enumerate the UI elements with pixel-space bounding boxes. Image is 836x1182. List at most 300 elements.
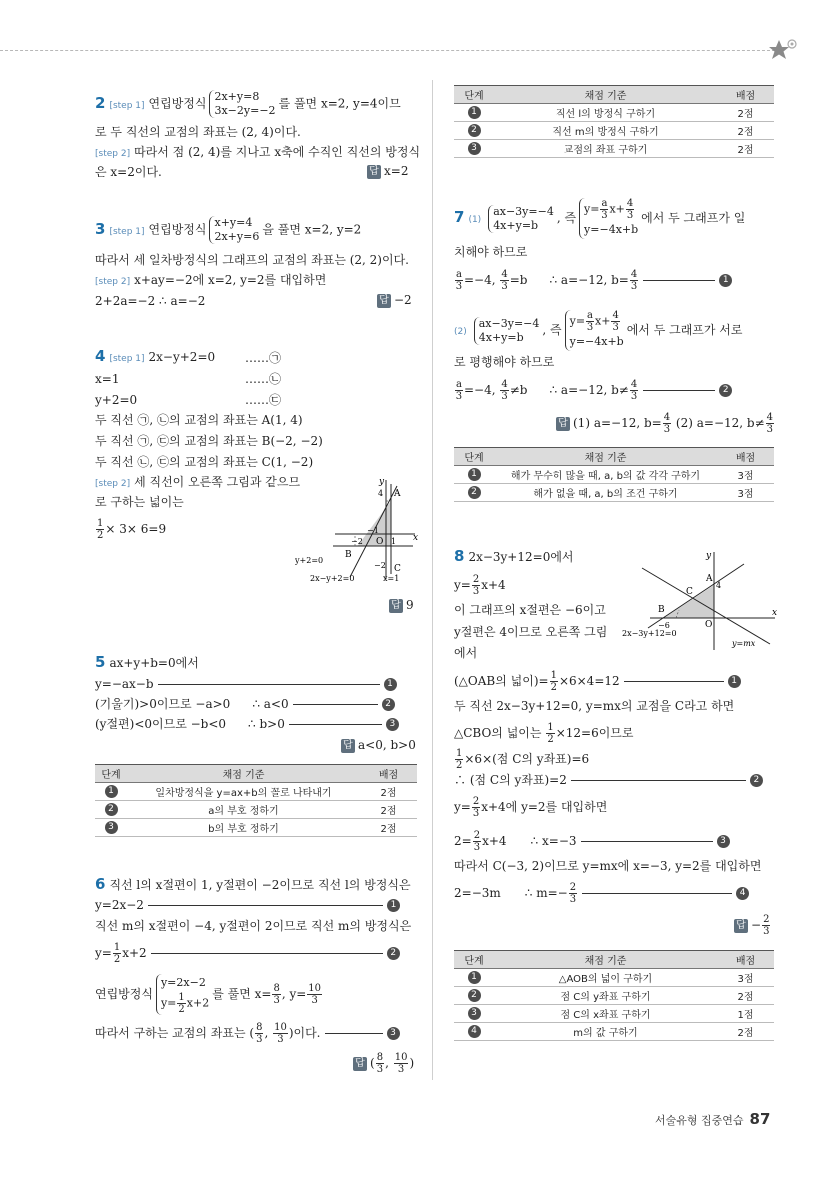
denominator: 2 bbox=[97, 530, 104, 541]
leader-line bbox=[624, 681, 724, 682]
answer-badge: 답 bbox=[389, 599, 403, 613]
eq: x+ bbox=[595, 314, 611, 328]
criterion: 교점의 좌표 구하기 bbox=[494, 140, 717, 158]
numerator: 8 bbox=[256, 1022, 263, 1033]
criterion: 일차방정식을 y=ax+b의 꼴로 나타내기 bbox=[127, 783, 360, 801]
problem-number: 2 bbox=[95, 93, 106, 112]
tick-minus-6: −6 bbox=[658, 621, 670, 630]
eq: y=−4x+b bbox=[584, 223, 639, 236]
leader-line bbox=[148, 905, 383, 906]
problem-2-line3 bbox=[95, 144, 420, 162]
problem-5-line2 bbox=[95, 676, 397, 692]
numerator: 1 bbox=[97, 518, 104, 529]
text: 를 풀면 x= bbox=[212, 987, 272, 1001]
step-marker: 1 bbox=[468, 106, 481, 119]
eq: x+ bbox=[609, 202, 625, 216]
table-row bbox=[454, 140, 774, 158]
points: 2점 bbox=[360, 783, 417, 801]
col-header: 단계 bbox=[95, 765, 127, 783]
point-b-label: B bbox=[345, 550, 352, 560]
denominator: 3 bbox=[311, 995, 318, 1006]
col-header: 배점 bbox=[717, 951, 774, 969]
fraction bbox=[307, 983, 322, 1006]
problem-number: 5 bbox=[95, 653, 106, 671]
page-number: 87 bbox=[749, 1110, 771, 1128]
text: (기울기)>0이므로 −a>0 bbox=[95, 697, 231, 711]
text: (△OAB의 넓이)= bbox=[454, 674, 549, 688]
problem-4-line6: 두 직선 ㉡, ㉢의 교점의 좌표는 C(1, −2) bbox=[95, 455, 314, 469]
numerator: 4 bbox=[626, 198, 634, 209]
problem-number: 4 bbox=[95, 347, 106, 365]
fraction bbox=[611, 310, 619, 333]
problem-8-line9 bbox=[454, 748, 589, 771]
points: 2점 bbox=[717, 104, 774, 122]
equation-system bbox=[209, 90, 275, 118]
numerator: 1 bbox=[113, 942, 121, 953]
table-row bbox=[454, 104, 774, 122]
problem-6-line6: 따라서 구하는 교점의 좌표는 ( $\frac{8}{3}$ , $\frac{10}{3}$ )이다. 3 bbox=[95, 1022, 400, 1045]
numerator: 1 bbox=[550, 670, 557, 681]
text: y= bbox=[95, 946, 112, 960]
numerator: 1 bbox=[456, 748, 463, 759]
step-label: [step 1] bbox=[109, 100, 145, 111]
points: 3점 bbox=[717, 466, 774, 484]
denominator: 3 bbox=[501, 391, 508, 402]
text: y=−ax−b bbox=[95, 677, 154, 691]
text: × 3× 6=9 bbox=[105, 522, 167, 536]
answer-badge: 답 bbox=[556, 417, 570, 431]
y-axis-label: y bbox=[379, 477, 385, 487]
fraction bbox=[455, 379, 463, 402]
tick-minus-2: −2 bbox=[351, 537, 363, 546]
numerator: 1 bbox=[178, 992, 185, 1003]
step-marker: 4 bbox=[468, 1025, 481, 1038]
denominator: 3 bbox=[612, 322, 619, 333]
marker-2: 2 bbox=[750, 774, 763, 787]
numerator: 4 bbox=[766, 412, 774, 423]
text: ∴ a<0 bbox=[252, 697, 289, 711]
text: =−4, bbox=[463, 273, 496, 287]
problem-number: 7 bbox=[454, 208, 465, 226]
equation-marker: ……㉢ bbox=[245, 393, 282, 407]
table-row bbox=[454, 1023, 774, 1041]
text: 직선 l의 x절편이 1, y절편이 −2이므로 직선 l의 방정식은 bbox=[109, 878, 411, 892]
problem-4-line7 bbox=[95, 474, 300, 492]
step-label: [step 1] bbox=[109, 354, 145, 364]
answer-value: a<0, b>0 bbox=[358, 738, 416, 752]
eq: 4x+y=b bbox=[478, 330, 524, 344]
numerator: 1 bbox=[547, 722, 554, 733]
text: x+2 bbox=[122, 946, 147, 960]
text: 연립방정식 bbox=[95, 987, 153, 1001]
problem-3-line2: 따라서 세 일차방정식의 그래프의 교점의 좌표는 (2, 2)이다. bbox=[95, 253, 409, 267]
points: 2점 bbox=[717, 987, 774, 1005]
table-row bbox=[95, 801, 417, 819]
tick-1: 1 bbox=[391, 537, 397, 546]
line-label: y=mx bbox=[732, 639, 756, 648]
part-label: (1) bbox=[468, 215, 482, 225]
denominator: 3 bbox=[455, 281, 463, 292]
denominator: 3 bbox=[630, 281, 638, 292]
numerator: 2 bbox=[569, 882, 577, 893]
point-c-label: C bbox=[686, 587, 693, 597]
col-header: 배점 bbox=[360, 765, 417, 783]
problem-6-line4 bbox=[95, 942, 400, 965]
denominator: 3 bbox=[586, 322, 594, 333]
denominator: 3 bbox=[273, 995, 280, 1006]
top-dashed-rule bbox=[0, 50, 775, 51]
eq: 3x−2y=−2 bbox=[214, 104, 276, 117]
problem-2-line2: 로 두 직선의 교점의 좌표는 (2, 4)이다. bbox=[95, 125, 301, 139]
problem-6-line2 bbox=[95, 897, 400, 913]
text: ∴ b>0 bbox=[248, 717, 285, 731]
table-row bbox=[95, 783, 417, 801]
leader-line bbox=[582, 893, 732, 894]
problem-3-line4: 2+2a=−2 ∴ a=−2 bbox=[95, 294, 206, 308]
fraction bbox=[255, 1022, 263, 1045]
marker-3: 3 bbox=[386, 718, 399, 731]
problem-3-line3 bbox=[95, 272, 326, 290]
numerator: 10 bbox=[274, 1022, 287, 1033]
answer bbox=[341, 738, 416, 753]
step-marker: 1 bbox=[468, 468, 481, 481]
text: x+4 bbox=[482, 834, 507, 848]
step-marker: 2 bbox=[105, 803, 118, 816]
leader-line bbox=[151, 953, 383, 954]
table-row bbox=[95, 819, 417, 837]
leader-line bbox=[581, 841, 713, 842]
star-icon bbox=[766, 36, 800, 64]
points: 2점 bbox=[360, 819, 417, 837]
step-marker: 2 bbox=[468, 989, 481, 1002]
fraction bbox=[272, 983, 280, 1006]
col-header: 단계 bbox=[454, 86, 494, 104]
equation: 2x−y+2=0 bbox=[148, 350, 216, 364]
points: 3점 bbox=[717, 969, 774, 987]
text: =−4, bbox=[463, 383, 496, 397]
fraction bbox=[394, 1052, 409, 1075]
eq: y= bbox=[569, 314, 586, 328]
text: , 즉 bbox=[556, 211, 577, 225]
numerator: 2 bbox=[763, 914, 770, 925]
problem-7-line3 bbox=[454, 269, 732, 292]
numerator: 2 bbox=[472, 796, 480, 807]
text: 에서 두 그래프가 일 bbox=[641, 211, 746, 225]
problem-4-line5: 두 직선 ㉠, ㉢의 교점의 좌표는 B(−2, −2) bbox=[95, 434, 323, 448]
leader-line bbox=[571, 780, 746, 781]
answer bbox=[367, 164, 408, 179]
fraction bbox=[273, 1022, 288, 1045]
grading-table-7 bbox=[454, 447, 774, 502]
text: (y절편)<0이므로 −b<0 bbox=[95, 717, 227, 731]
fraction bbox=[472, 574, 480, 597]
leader-line bbox=[158, 684, 380, 685]
text: ∴ a=−12, b≠ bbox=[549, 383, 629, 397]
criterion: 점 C의 y좌표 구하기 bbox=[494, 987, 717, 1005]
fraction bbox=[569, 882, 577, 905]
text: 를 풀면 x=2, y=4이므 bbox=[278, 96, 401, 111]
fraction bbox=[630, 379, 638, 402]
criterion: △AOB의 넓이 구하기 bbox=[494, 969, 717, 987]
answer bbox=[377, 293, 412, 308]
text: y= bbox=[454, 800, 471, 814]
numerator: 4 bbox=[630, 269, 638, 280]
problem-5-line4 bbox=[95, 716, 399, 732]
answer-badge: 답 bbox=[377, 294, 391, 308]
problem-5-line3 bbox=[95, 696, 395, 712]
col-header: 단계 bbox=[454, 448, 494, 466]
equation-system bbox=[209, 216, 259, 244]
grading-table-5 bbox=[95, 764, 417, 837]
marker-1: 1 bbox=[387, 899, 400, 912]
criterion: 해가 무수히 많을 때, a, b의 값 각각 구하기 bbox=[494, 466, 717, 484]
table-row bbox=[454, 1005, 774, 1023]
problem-2-line1 bbox=[95, 90, 401, 118]
points: 2점 bbox=[717, 1023, 774, 1041]
text: 을 풀면 x=2, y=2 bbox=[262, 222, 362, 237]
eq: y=−4x+b bbox=[569, 335, 624, 348]
leader-line bbox=[325, 1033, 383, 1034]
point-a-label: A bbox=[706, 574, 713, 584]
answer-badge: 답 bbox=[734, 919, 748, 933]
problem-5-line1 bbox=[95, 654, 199, 671]
text: ∴ m=− bbox=[524, 886, 568, 900]
denominator: 3 bbox=[766, 424, 774, 435]
line-label: 2x−3y+12=0 bbox=[622, 629, 677, 638]
tick-4: 4 bbox=[378, 489, 384, 498]
text: △CBO의 넓이는 bbox=[454, 726, 542, 740]
marker-4: 4 bbox=[736, 887, 749, 900]
problem-4-line3: y+2=0 bbox=[95, 393, 138, 407]
fraction bbox=[500, 269, 508, 292]
problem-2-line4: 은 x=2이다. bbox=[95, 165, 162, 179]
text: 연립방정식 bbox=[148, 222, 207, 237]
step-label: [step 1] bbox=[109, 226, 145, 237]
problem-7-line7 bbox=[454, 379, 732, 402]
page-footer bbox=[655, 1110, 770, 1128]
problem-8-line13: 따라서 C(−3, 2)이므로 y=mx에 x=−3, y=2를 대입하면 bbox=[454, 859, 762, 873]
fraction bbox=[766, 412, 774, 435]
step-marker: 3 bbox=[468, 142, 481, 155]
table-row bbox=[454, 969, 774, 987]
fraction bbox=[472, 796, 480, 819]
text: 연립방정식 bbox=[148, 96, 207, 111]
text: 세 직선이 오른쪽 그림과 같으므 bbox=[134, 475, 301, 489]
table-row bbox=[454, 484, 774, 502]
answer: 답 ( $\frac{8}{3}$ , $\frac{10}{3}$ ) bbox=[353, 1052, 414, 1075]
problem-4-line9 bbox=[95, 518, 166, 541]
problem-8-line8 bbox=[454, 722, 633, 745]
problem-6-line5 bbox=[95, 974, 323, 1015]
numerator: 4 bbox=[663, 412, 671, 423]
table-row bbox=[454, 122, 774, 140]
col-header: 배점 bbox=[717, 448, 774, 466]
answer-badge: 답 bbox=[341, 739, 355, 753]
grading-table-6 bbox=[454, 85, 774, 158]
equation-system bbox=[156, 974, 209, 1015]
eq: x+2 bbox=[186, 996, 210, 1010]
tick-4: 4 bbox=[716, 581, 722, 590]
denominator: 3 bbox=[763, 926, 770, 937]
text: ×6×(점 C의 y좌표)=6 bbox=[464, 752, 590, 766]
step-label: [step 2] bbox=[95, 149, 131, 159]
col-header: 채점 기준 bbox=[494, 448, 717, 466]
text: x+4에 y=2를 대입하면 bbox=[481, 800, 608, 814]
numerator: 10 bbox=[308, 983, 322, 994]
problem-7-line2: 치해야 하므로 bbox=[454, 245, 528, 259]
x-axis-label: x bbox=[772, 608, 778, 618]
leader-line bbox=[289, 724, 382, 725]
text: ∴ a=−12, b= bbox=[549, 273, 629, 287]
numerator: a bbox=[587, 310, 594, 321]
problem-7-line6: 로 평행해야 하므로 bbox=[454, 355, 555, 369]
problem-4-line2: x=1 bbox=[95, 372, 120, 386]
problem-4-line4: 두 직선 ㉠, ㉡의 교점의 좌표는 A(1, 4) bbox=[95, 413, 303, 427]
fraction bbox=[586, 310, 594, 333]
fraction bbox=[630, 269, 638, 292]
problem-8-line12 bbox=[454, 830, 730, 853]
text: y=2x−2 bbox=[95, 898, 144, 912]
numerator: a bbox=[456, 379, 462, 390]
fraction bbox=[376, 1052, 384, 1075]
problem-number: 3 bbox=[95, 219, 106, 238]
tick-minus-2-y: −2 bbox=[374, 561, 386, 570]
denominator: 2 bbox=[113, 954, 121, 965]
problem-8-line10 bbox=[454, 772, 763, 788]
problem-4-line8: 로 구하는 넓이는 bbox=[95, 495, 184, 509]
numerator: a bbox=[456, 269, 462, 280]
denominator: 2 bbox=[456, 760, 463, 771]
numerator: 4 bbox=[612, 310, 619, 321]
marker-2: 2 bbox=[387, 947, 400, 960]
fraction bbox=[455, 269, 463, 292]
text: ×6×4=12 bbox=[558, 674, 620, 688]
criterion: 직선 l의 방정식 구하기 bbox=[494, 104, 717, 122]
problem-3-line1 bbox=[95, 216, 361, 244]
column-divider bbox=[432, 80, 433, 1080]
problem-8-line2 bbox=[454, 574, 506, 597]
step-marker: 1 bbox=[468, 971, 481, 984]
numerator: 4 bbox=[501, 379, 508, 390]
denominator: 3 bbox=[455, 391, 463, 402]
problem-7-line1 bbox=[454, 198, 745, 239]
points: 2점 bbox=[360, 801, 417, 819]
denominator: 3 bbox=[256, 1034, 263, 1045]
numerator: 4 bbox=[501, 269, 508, 280]
eq: 4x+y=b bbox=[493, 218, 539, 232]
step-marker: 3 bbox=[105, 821, 118, 834]
col-header: 채점 기준 bbox=[494, 86, 717, 104]
step-label: [step 2] bbox=[95, 479, 131, 489]
denominator: 3 bbox=[569, 894, 577, 905]
equation-marker: ……㉠ bbox=[245, 351, 282, 365]
answer: 답 − $\frac{2}{3}$ bbox=[734, 914, 771, 937]
problem-6-line1 bbox=[95, 876, 411, 893]
points: 2점 bbox=[717, 140, 774, 158]
numerator: 2 bbox=[473, 830, 481, 841]
fraction bbox=[663, 412, 671, 435]
marker-2: 2 bbox=[382, 698, 395, 711]
tick-minus-1: −1 bbox=[367, 526, 379, 535]
fraction bbox=[473, 830, 481, 853]
fraction bbox=[762, 914, 770, 937]
fraction bbox=[500, 379, 508, 402]
text: y= bbox=[454, 578, 471, 592]
denominator: 3 bbox=[626, 210, 634, 221]
fraction bbox=[113, 942, 121, 965]
origin-label: O bbox=[376, 537, 384, 547]
problem-8-line3: 이 그래프의 x절편은 −6이고 bbox=[454, 603, 606, 617]
denominator: 3 bbox=[601, 210, 608, 221]
origin-label: O bbox=[705, 620, 713, 630]
problem-4-graph bbox=[295, 474, 420, 588]
col-header: 단계 bbox=[454, 951, 494, 969]
text: ax+y+b=0에서 bbox=[109, 656, 199, 670]
denominator: 3 bbox=[472, 808, 480, 819]
denominator: 3 bbox=[501, 281, 508, 292]
line-label: x=1 bbox=[383, 574, 400, 583]
leader-line bbox=[643, 390, 715, 391]
text: 이다. bbox=[293, 1026, 321, 1040]
answer-badge: 답 bbox=[367, 165, 381, 179]
table-row bbox=[454, 987, 774, 1005]
line-label: y+2=0 bbox=[295, 556, 324, 565]
leader-line bbox=[293, 704, 378, 705]
col-header: 채점 기준 bbox=[127, 765, 360, 783]
denominator: 3 bbox=[376, 1064, 384, 1075]
eq: 2x+y=6 bbox=[214, 230, 260, 243]
problem-8-line5: 에서 bbox=[454, 646, 478, 660]
text: 2=−3m bbox=[454, 886, 501, 900]
problem-8-graph bbox=[620, 548, 780, 652]
fraction bbox=[626, 198, 634, 221]
step-marker: 1 bbox=[105, 785, 118, 798]
points: 1점 bbox=[717, 1005, 774, 1023]
part-label: (2) bbox=[454, 327, 467, 337]
point-c-label: C bbox=[394, 564, 401, 574]
step-marker: 2 bbox=[468, 124, 481, 137]
text: , y= bbox=[281, 987, 307, 1001]
denominator: 2 bbox=[178, 1004, 185, 1015]
answer-value: (2) a=−12, b≠ bbox=[675, 416, 765, 430]
problem-8-line4: y절편은 4이므로 오른쪽 그림 bbox=[454, 625, 608, 639]
equation-system bbox=[579, 198, 638, 239]
fraction bbox=[177, 992, 185, 1015]
equation-system bbox=[474, 317, 540, 345]
denominator: 3 bbox=[472, 586, 480, 597]
numerator: 8 bbox=[376, 1052, 384, 1063]
criterion: b의 부호 정하기 bbox=[127, 819, 360, 837]
text: 따라서 점 (2, 4)를 지나고 x축에 수직인 직선의 방정식 bbox=[134, 145, 421, 159]
leader-line bbox=[643, 280, 715, 281]
step-marker: 2 bbox=[468, 486, 481, 499]
problem-number: 6 bbox=[95, 875, 106, 893]
col-header: 채점 기준 bbox=[494, 951, 717, 969]
text: 따라서 구하는 교점의 좌표는 bbox=[95, 1026, 246, 1040]
fraction bbox=[96, 518, 104, 541]
denominator: 3 bbox=[277, 1034, 284, 1045]
points: 3점 bbox=[717, 484, 774, 502]
numerator: 4 bbox=[630, 379, 638, 390]
text: =b bbox=[509, 273, 528, 287]
marker-1: 1 bbox=[728, 675, 741, 688]
col-header: 배점 bbox=[717, 86, 774, 104]
text: 2x−3y+12=0에서 bbox=[468, 550, 574, 564]
table-row bbox=[454, 466, 774, 484]
grading-table-8 bbox=[454, 950, 774, 1041]
denominator: 3 bbox=[397, 1064, 405, 1075]
x-axis-label: x bbox=[413, 533, 419, 543]
